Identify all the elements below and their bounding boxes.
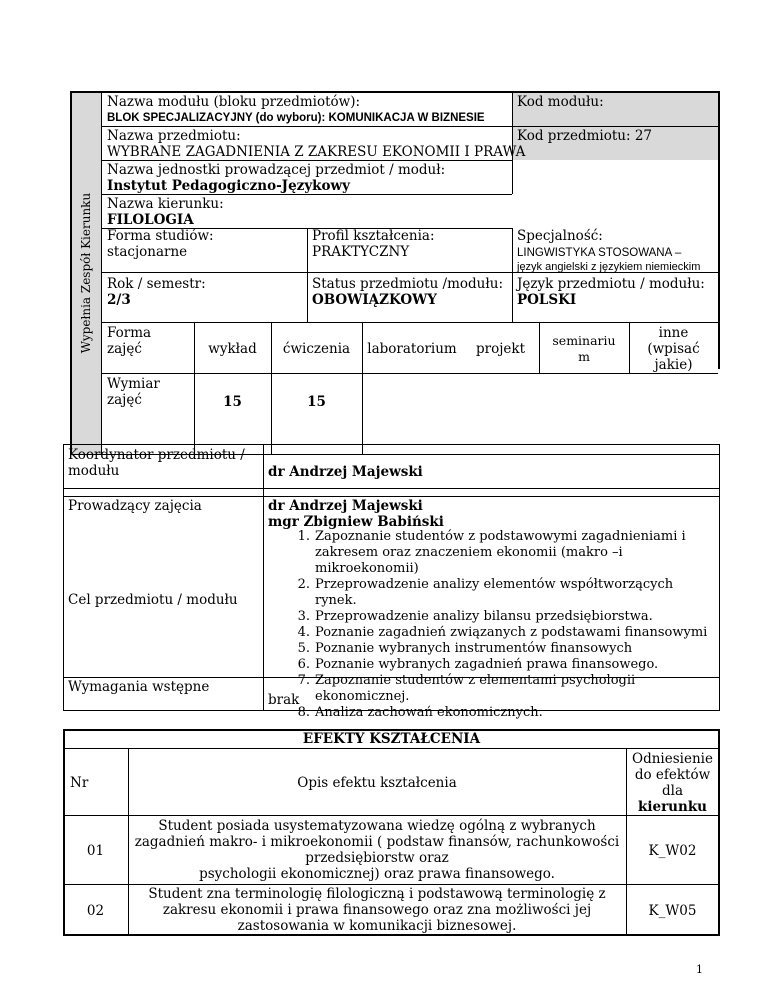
col-ref-3: dla [661, 783, 683, 799]
subject-label: Nazwa przedmiotu: [107, 128, 241, 144]
form-other-2: (wpisać [647, 341, 700, 357]
list-item: 6. Poznanie wybranych zagadnień prawa finansowego. [297, 657, 659, 672]
side-label: Wypełnia Zespół Kierunku [79, 192, 93, 354]
form-other-1: inne [658, 325, 689, 341]
form-other-3: jakie) [654, 357, 693, 373]
status-value: OBOWIĄZKOWY [312, 292, 437, 308]
form-exercises: ćwiczenia [282, 341, 351, 357]
study-form-label: Forma studiów: [107, 228, 214, 244]
row-desc-line: psychologii ekonomicznej) oraz prawa finansowego. [199, 866, 555, 882]
specialty-value-1: LINGWISTYKA STOSOWANA – [517, 247, 682, 259]
hours-label-1: Wymiar [107, 376, 160, 392]
forms-label-2: zajęć [107, 341, 142, 357]
list-item: 8. Analiza zachowań ekonomicznych. [297, 705, 543, 720]
page-number: 1 [696, 963, 703, 976]
col-desc: Opis efektu kształcenia [297, 775, 457, 791]
list-item: 5. Poznanie wybranych instrumentów finansowych [297, 641, 633, 656]
col-nr: Nr [70, 775, 89, 791]
list-item: 2. Przeprowadzenie analizy elementów współtworzących rynek. [297, 577, 674, 608]
teacher-2: mgr Zbigniew Babiński [268, 514, 444, 530]
profile-value: PRAKTYCZNY [312, 244, 410, 260]
year-value: 2/3 [107, 292, 131, 308]
form-project: projekt [475, 341, 525, 357]
list-item: 1. Zapoznanie studentów z podstawowymi zagadnieniami i [297, 529, 686, 544]
col-ref-1: Odniesienie [632, 751, 713, 767]
teacher-1: dr Andrzej Majewski [268, 498, 423, 514]
row-ref: K_W02 [648, 843, 697, 859]
unit-value: Instytut Pedagogiczno-Językowy [107, 178, 350, 194]
status-label: Status przedmiotu /modułu: [312, 276, 503, 292]
list-item: zakresem oraz znaczeniem ekonomii (makro –i mikroekonomii) [315, 545, 623, 576]
coordinator-label-2: modułu [68, 463, 120, 479]
form-laboratory: laboratorium [367, 341, 457, 357]
row-desc-line: zakresu ekonomii i prawa finansowego oraz zna możliwości jej [162, 902, 592, 918]
requirements-value: brak [268, 692, 300, 708]
hours-lecture: 15 [223, 394, 242, 410]
list-item: 4. Poznanie zagadnień związanych z podstawami finansowymi [297, 625, 708, 640]
module-block-label: Nazwa modułu (bloku przedmiotów): [107, 94, 361, 110]
list-item: 3. Przeprowadzenie analizy bilansu przedsiębiorstwa. [297, 609, 653, 624]
row-nr: 01 [86, 843, 105, 859]
row-desc-line: Student zna terminologię filologiczną i podstawową terminologię z [148, 886, 606, 902]
hours-label-2: zajęć [107, 392, 142, 408]
profile-label: Profil kształcenia: [312, 228, 435, 244]
module-block-value: BLOK SPECJALIZACYJNY (do wyboru): KOMUNIKACJA W BIZNESIE [107, 112, 485, 124]
module-code-label: Kod modułu: [517, 94, 604, 110]
row-desc-line: zagadnień makro- i mikroekonomii ( podstaw finansów, rachunkowości [134, 834, 620, 850]
year-label: Rok / semestr: [107, 276, 206, 292]
language-value: POLSKI [517, 292, 577, 308]
specialty-label: Specjalność: [517, 228, 603, 244]
row-nr: 02 [86, 903, 105, 919]
subject-code: Kod przedmiotu: 27 [517, 128, 653, 144]
study-form-value: stacjonarne [107, 244, 188, 260]
language-label: Język przedmiotu / modułu: [517, 276, 705, 292]
row-desc-line: przedsiębiorstw oraz [305, 850, 449, 866]
teachers-label: Prowadzący zajęcia [68, 498, 202, 514]
list-item: 7. Zapoznanie studentów z elementami psychologii ekonomicznej. [297, 673, 636, 704]
field-label: Nazwa kierunku: [107, 196, 224, 212]
form-seminar-1: seminariu [552, 333, 616, 348]
field-value: FILOLOGIA [107, 212, 194, 228]
row-ref: K_W05 [648, 903, 697, 919]
goal-list [270, 529, 715, 721]
row-desc-line: Student posiada usystematyzowana wiedzę ogólną z wybranych [158, 818, 596, 834]
goal-label: Cel przedmiotu / modułu [68, 592, 238, 608]
requirements-label: Wymagania wstępne [68, 679, 210, 695]
unit-label: Nazwa jednostki prowadzącej przedmiot / moduł: [107, 162, 446, 178]
form-seminar-2: m [578, 349, 590, 364]
hours-exercises: 15 [307, 394, 326, 410]
specialty-value-2: język angielski z językiem niemieckim [517, 261, 701, 273]
col-ref-4: kierunku [638, 799, 707, 815]
coordinator-label-1: Koordynator przedmiotu / [68, 447, 245, 463]
outcomes-title: EFEKTY KSZTAŁCENIA [302, 731, 481, 747]
form-lecture: wykład [208, 341, 257, 357]
coordinator-value: dr Andrzej Majewski [268, 464, 423, 480]
subject-value: WYBRANE ZAGADNIENIA Z ZAKRESU EKONOMII I PRAWA [107, 144, 526, 160]
row-desc-line: zastosowania w komunikacji biznesowej. [237, 918, 517, 934]
forms-label-1: Forma [107, 325, 152, 341]
col-ref-2: do efektów [634, 767, 711, 783]
